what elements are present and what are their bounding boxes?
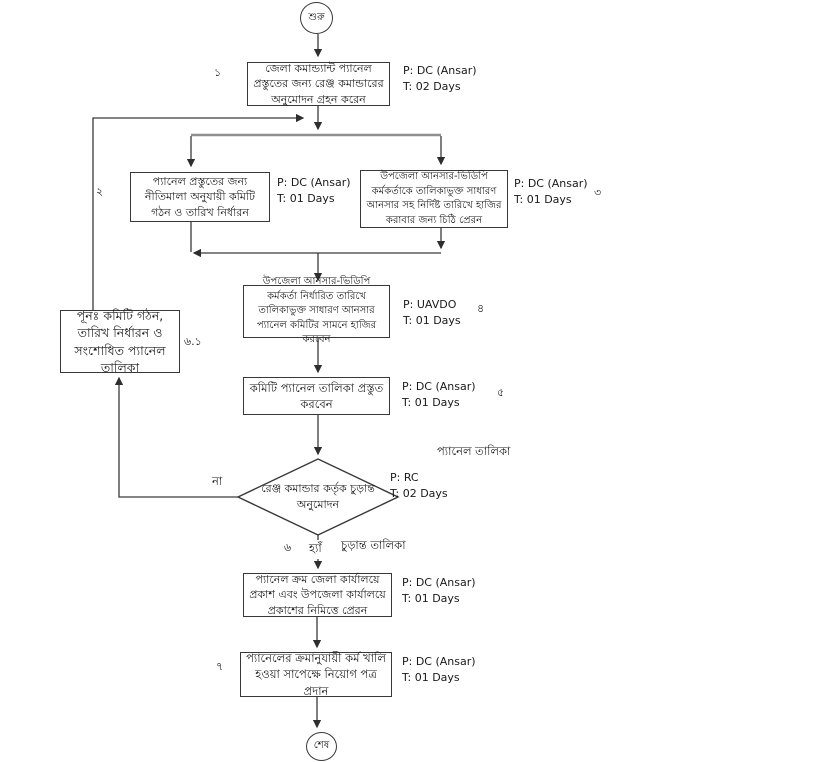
- annotation-5-owner: P: DC (Ansar): [402, 380, 476, 393]
- annotation-publish-time: T: 01 Days: [402, 591, 460, 605]
- annotation-5-time: T: 01 Days: [402, 395, 460, 409]
- decision-diamond-label: রেঞ্জ কমান্ডার কর্তৃক চুড়ান্ত অনুমোদন: [261, 481, 375, 511]
- annotation-6: [390, 470, 448, 502]
- annotation-7-owner: P: DC (Ansar): [402, 655, 476, 668]
- annotation-3: [514, 176, 588, 208]
- edge-label-no: না: [212, 474, 223, 488]
- edge-label-yes: হ্যাঁ: [309, 540, 322, 559]
- step-number-3: ৩: [594, 186, 602, 199]
- process-box-3: উপজেলা আনসার-ভিডিপি কর্মকর্তাকে তালিকাভুক্ত সাধারণ আনসার সহ নির্দিষ্ট তারিখে হাজির করাবার জন্য চিঠি প্রেরন: [360, 170, 508, 228]
- annotation-4: [403, 297, 461, 329]
- annotation-1-owner: P: DC (Ansar): [403, 64, 477, 77]
- end-node: [306, 732, 337, 761]
- step-number-6-1: ৬.১: [184, 335, 202, 348]
- annotation-1: [403, 63, 477, 95]
- annotation-7: [402, 654, 476, 686]
- step-number-5: ৫: [497, 386, 505, 399]
- process-box-1: জেলা কমান্ড্যান্ট প্যানেল প্রস্তুতের জন্য রেঞ্জ কমান্ডারের অনুমোদন গ্রহন করেন: [247, 62, 390, 106]
- annotation-3-time: T: 01 Days: [514, 192, 572, 206]
- step-number-1: ১: [214, 66, 222, 79]
- step-number-2: ২: [96, 185, 104, 198]
- step-number-6: ৬: [284, 541, 292, 554]
- process-box-4: উপজেলা আনসার-ভিডিপি কর্মকর্তা নির্ধারিত তারিখে তালিকাভুক্ত সাধারণ আনসার প্যানেল কমিটির সামনে হাজির করবেন: [243, 285, 390, 338]
- annotation-2-owner: P: DC (Ansar): [277, 176, 351, 189]
- annotation-7-time: T: 01 Days: [402, 670, 460, 684]
- publish-box: প্যানেল ক্রম জেলা কার্যালয়ে প্রকাশ এবং উপজেলা কার্যালয়ে প্রকাশের নিমিত্তে প্রেরন: [243, 573, 392, 617]
- annotation-6-owner: P: RC: [390, 471, 419, 484]
- annotation-2: [277, 175, 351, 207]
- start-node: [300, 2, 333, 34]
- annotation-1-time: T: 02 Days: [403, 79, 461, 93]
- annotation-4-owner: P: UAVDO: [403, 298, 457, 311]
- process-box-2: প্যানেল প্রস্তুতের জন্য নীতিমালা অনুযায়ী কমিটি গঠন ও তারিখ নির্ধারন: [130, 172, 270, 222]
- annotation-4-time: T: 01 Days: [403, 313, 461, 327]
- annotation-3-owner: P: DC (Ansar): [514, 177, 588, 190]
- process-box-5: কমিটি প্যানেল তালিকা প্রস্তুত করবেন: [243, 377, 390, 415]
- edge-label-final-list: চুড়ান্ত তালিকা: [341, 538, 406, 552]
- annotation-publish-owner: P: DC (Ansar): [402, 576, 476, 589]
- step-number-4: ৪: [477, 302, 485, 315]
- annotation-5: [402, 379, 476, 411]
- edge-label-panel-list: প্যানেল তালিকা: [437, 444, 511, 458]
- step-number-7: ৭: [216, 660, 224, 673]
- annotation-2-time: T: 01 Days: [277, 191, 335, 205]
- rework-box: পূনঃ কমিটি গঠন, তারিখ নির্ধারন ও সংশোধিত প্যানেল তালিকা: [60, 310, 180, 373]
- annotation-6-time: T: 02 Days: [390, 486, 448, 500]
- process-box-7: প্যানেলের ক্রমানুযায়ী কর্ম খালি হওয়া সাপেক্ষে নিয়োগ পত্র প্রদান: [240, 652, 392, 697]
- end-label: শেষ: [313, 740, 330, 751]
- start-label: শুরু: [308, 11, 325, 23]
- annotation-publish: [402, 575, 476, 607]
